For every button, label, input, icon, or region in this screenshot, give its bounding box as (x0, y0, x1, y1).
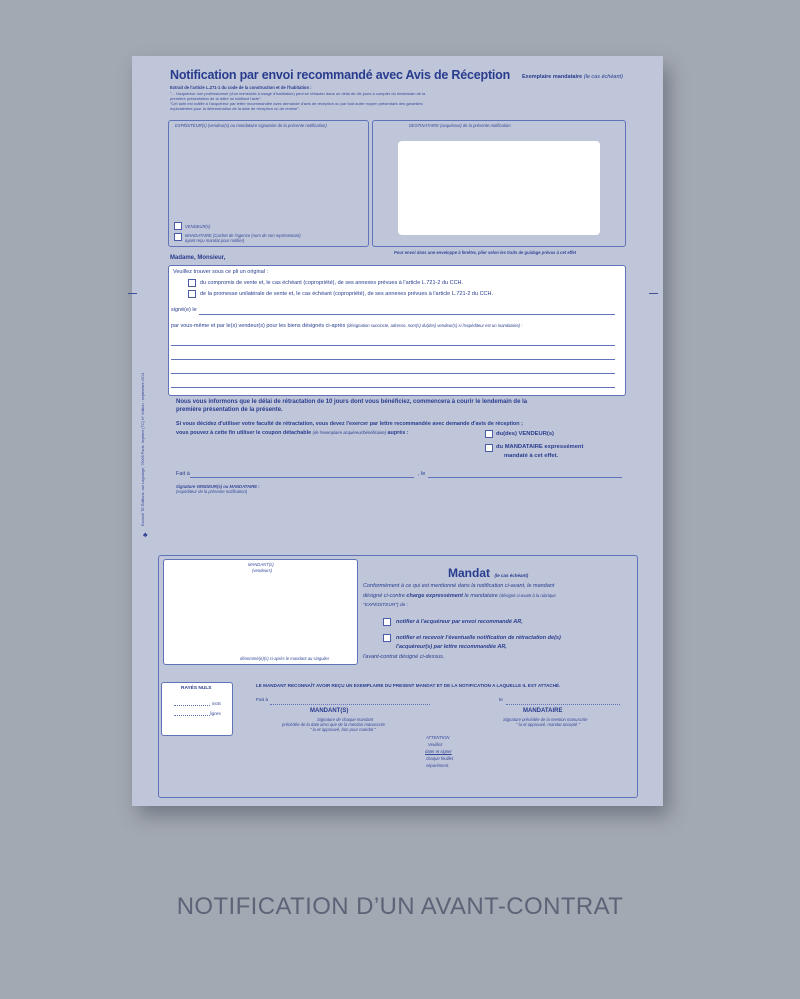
compromis-label: du compromis de vente et, le cas échéant (copropriété), de ses annexes prévues à l'article L.721-2 du CCH. (200, 280, 464, 286)
attention-2: Veuillez (428, 742, 443, 747)
date-line[interactable] (428, 477, 622, 478)
law-text-line-1: "... l'acquéreur non professionnel (d'un immeuble à usage d'habitation) peut se rétracter dans un délai de dix jours à compter du lendemain de la (170, 91, 426, 96)
rayes-nuls-title: RAYÉS NULS (181, 686, 212, 691)
destinataire-label: DESTINATAIRE (acquéreur) de la présente notification (409, 123, 511, 128)
exemplaire-note: (le cas échéant) (583, 74, 623, 80)
aupres-text: auprès : (387, 430, 409, 436)
law-extract-heading: Extrait de l'article L.271-1 du code de la construction et de l'habitation : (170, 85, 312, 90)
mandataire-label-2: ayant reçu mandat pour notifier) (185, 238, 245, 243)
mandat-p4: l'avant-contrat désigné ci-dessus. (363, 654, 445, 660)
attention-1: ATTENTION (426, 735, 450, 740)
mandat-heading (448, 564, 528, 582)
designation-line-2[interactable] (171, 359, 615, 360)
signature-note: (expéditeur de la présente notification) (176, 489, 248, 494)
notifier-recevoir-label-2: l'acquéreur(s) par lettre recommandée AR, (396, 644, 507, 650)
decide-note: (de l'exemplaire acquéreur/bénéficiaire) (312, 430, 387, 435)
mandat-p2-text: désigné ci-contre (363, 593, 405, 599)
designation-line-1[interactable] (171, 345, 615, 346)
du-mandataire-label-1: du MANDATAIRE expressément (496, 444, 584, 450)
signe-le-line[interactable] (199, 314, 615, 315)
promesse-label: de la promesse unilatérale de vente et, le cas échéant (copropriété), de ses annexes prévues à l'article L.721-2 du CCH. (200, 291, 494, 297)
expediteur-box (168, 120, 369, 247)
notifier-recevoir-label-1: notifier et recevoir l'éventuelle notification de rétractation de(s) (396, 635, 561, 641)
intro-text: Veuillez trouver sous ce pli un original : (173, 269, 269, 275)
mandant-sub: (vendeurs) (252, 568, 273, 573)
sig-mandant-note-2: précédée de la date ainsi que de la mention manuscrite (282, 722, 385, 727)
designation-line-4[interactable] (171, 387, 615, 388)
salutation: Madame, Monsieur, (170, 255, 226, 261)
sig-mandant-label: MANDANT(S) (310, 708, 349, 714)
vendeur-checkbox[interactable] (174, 222, 182, 230)
par-vous-note: (désignation succincte, adresse, nom(s) du(des) vendeur(s) si l'expéditeur est un mandataire) : (346, 323, 523, 328)
expediteur-label: EXPÉDITEUR(s) (vendeur(s) ou mandataire signataire de la présente notification) (175, 123, 327, 128)
decide-text: vous pouvez à cette fin utiliser le coupon détachable (176, 430, 312, 436)
vendeur-label: VENDEUR(s) (185, 224, 211, 229)
mandat-fait-a-line[interactable] (270, 704, 430, 705)
product-caption: NOTIFICATION D’UN AVANT-CONTRAT (176, 893, 624, 920)
mandat-p2-note: (désigné ci-avant à la rubrique (499, 593, 556, 598)
par-vous-label (171, 323, 522, 329)
du-mandataire-checkbox[interactable] (485, 444, 493, 452)
body-panel (168, 265, 626, 396)
sig-mandataire-note-1: Signature précédée de la mention manuscrite (503, 717, 588, 722)
side-imprint: Exclusif TE Éditions, rue Lagrange, 75005 Paris, Imprimé (TC) N° édition : septembre 2013 (141, 372, 145, 526)
mandant-foot: dénommé(e)(s) ci-après le mandant au singulier (240, 656, 330, 661)
mots-line[interactable] (174, 705, 210, 706)
fold-mark-left (128, 293, 137, 294)
mandat-title-note: (le cas échéant) (494, 573, 529, 578)
mandat-p2-end: le mandataire (464, 593, 498, 599)
mandat-p1: Conformément à ce qui est mentionné dans la notification ci-avant, le mandant (363, 583, 555, 589)
mandant-box[interactable] (163, 559, 358, 665)
lignes-line[interactable] (174, 715, 210, 716)
mandat-fait-a-label: Fait à (256, 698, 268, 703)
mandat-date-line[interactable] (506, 704, 620, 705)
du-mandataire-label-2: mandaté à cet effet. (504, 453, 559, 459)
mots-label: mots (212, 701, 222, 706)
notifier-recevoir-checkbox[interactable] (383, 634, 391, 642)
attention-5: séparément. (426, 763, 450, 768)
law-text-line-3: "Cet acte est notifié à l'acquéreur par lettre recommandée avec demande d'avis de réception ou par tout autre moyen présentant des garanties (170, 101, 423, 106)
le-label: , le (418, 471, 426, 477)
du-vendeur-label: du(des) VENDEUR(s) (496, 431, 554, 437)
reconnait-text: LE MANDANT RECONNAÎT AVOIR REÇU UN EXEMPLAIRE DU PRESENT MANDAT ET DE LA NOTIFICATION A LAQUELLE IL EST ATTACHÉ. (256, 683, 561, 688)
attention-4: chaque feuillet (426, 756, 454, 761)
rayes-nuls-box (161, 682, 233, 736)
mandat-p2-bold: charge expressément (406, 593, 463, 599)
mandat-p2 (363, 593, 556, 599)
du-vendeur-checkbox[interactable] (485, 430, 493, 438)
sig-mandataire-label: MANDATAIRE (523, 708, 563, 714)
mandat-p3: "EXPÉDITEUR") de : (363, 603, 408, 608)
lignes-label: lignes (210, 711, 221, 716)
mandat-le-label: le (499, 698, 503, 703)
designation-line-3[interactable] (171, 373, 615, 374)
law-text-line-4: équivalentes pour la détermination de la date de réception ou de remise". (170, 106, 300, 111)
mandataire-label: MANDATAIRE (Cachet de l'agence (nom de son représentant) (185, 233, 301, 238)
law-text-line-2: première présentation de la lettre lui notifiant l'acte". (170, 96, 262, 101)
envelope-note: Pour envoi dans une enveloppe à fenêtre, plier selon les traits de guidage prévus à cet effet (394, 250, 577, 255)
promesse-checkbox[interactable] (188, 290, 196, 298)
sig-mandataire-note-2: " lu et approuvé, mandat accepté " (516, 722, 580, 727)
fait-a-line[interactable] (190, 477, 414, 478)
signe-le-label: signé(e) le (171, 307, 197, 313)
fait-a-label: Fait à (176, 471, 190, 477)
compromis-checkbox[interactable] (188, 279, 196, 287)
notifier-checkbox[interactable] (383, 618, 391, 626)
destinataire-box (372, 120, 626, 247)
decide-line-2 (176, 430, 409, 436)
par-vous-text: par vous-même et par le(s) vendeur(s) pour les biens désignés ci-après (171, 323, 346, 329)
address-window[interactable] (398, 141, 600, 235)
delai-info-line-2: première présentation de la présente. (176, 407, 283, 413)
attention-3: dater et signer (425, 749, 452, 754)
sig-mandant-note-3: " lu et approuvé, bon pour mandat " (310, 727, 376, 732)
exemplaire-label (522, 74, 623, 80)
decide-line-1: Si vous décidez d'utiliser votre faculté de rétractation, vous devez l'exercer par lettre recommandée avec demande d'avis de réception ; (176, 421, 523, 427)
mandant-label: MANDANT(s) (248, 562, 274, 567)
notification-form-document (132, 56, 663, 806)
fold-mark-right (649, 293, 658, 294)
printer-logo-icon: ♣ (143, 532, 148, 539)
form-title: Notification par envoi recommandé avec Avis de Réception (170, 68, 511, 82)
mandat-title: Mandat (448, 566, 490, 580)
notifier-label: notifier à l'acquéreur par envoi recommandé AR, (396, 619, 523, 625)
mandataire-checkbox[interactable] (174, 233, 182, 241)
exemplaire-text: Exemplaire mandataire (522, 74, 583, 80)
signature-label: Signature VENDEUR(s) ou MANDATAIRE : (176, 484, 260, 489)
delai-info-line-1: Nous vous informons que le délai de rétractation de 10 jours dont vous bénéficiez, commencera à courir le lendemain de la (176, 399, 528, 405)
sig-mandant-note-1: Signature de chaque mandant (317, 717, 374, 722)
